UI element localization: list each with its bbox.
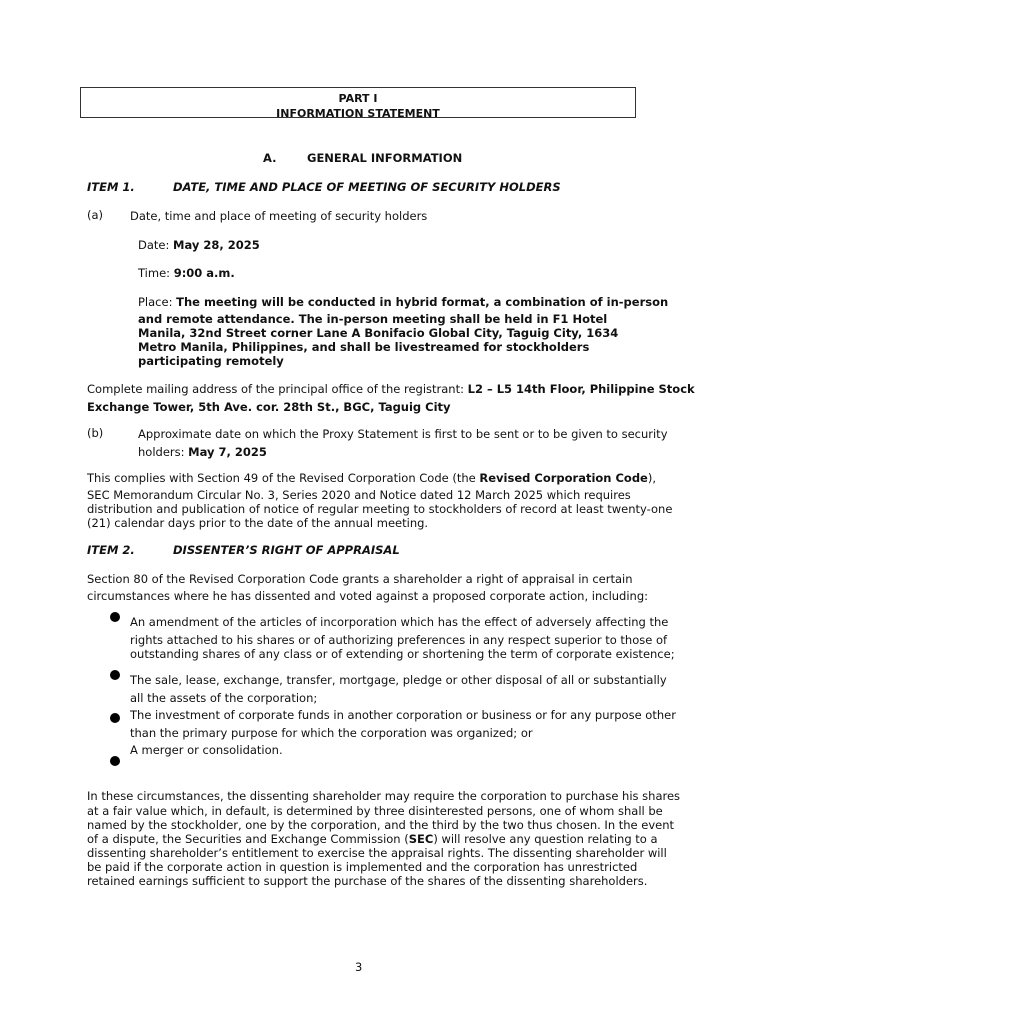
closing-line5: dissenting shareholder’s entitlement to exercise the appraisal rights. The dissenting shareholder will xyxy=(87,846,667,860)
item1-a-text: Date, time and place of meeting of security holders xyxy=(130,209,428,223)
closing-line4 xyxy=(87,833,658,847)
closing-line3: named by the stockholder, one by the corporation, and the third by the two thus chosen. In the event xyxy=(87,818,675,832)
place-value-line3: Manila, 32nd Street corner Lane A Bonifacio Global City, Taguig City, 1634 xyxy=(138,326,619,340)
item2-intro-line2: circumstances where he has dissented and voted against a proposed corporate action, including: xyxy=(87,589,649,603)
item2-label: ITEM 2. xyxy=(87,543,135,557)
comply-line3: distribution and publication of notice of regular meeting to stockholders of record at least twenty-one xyxy=(87,502,673,516)
closing-line1: In these circumstances, the dissenting shareholder may require the corporation to purchase his shares xyxy=(87,789,681,803)
time-value: 9:00 a.m. xyxy=(173,266,235,280)
mailing-address-line1 xyxy=(87,382,695,397)
bullet-icon xyxy=(110,670,120,680)
item2-title: DISSENTER’S RIGHT OF APPRAISAL xyxy=(173,543,400,557)
meeting-date xyxy=(138,238,260,253)
part-subtitle: INFORMATION STATEMENT xyxy=(276,107,440,118)
item1-b-marker: (b) xyxy=(87,426,104,440)
date-value: May 28, 2025 xyxy=(173,238,260,252)
part-title: PART I xyxy=(338,92,378,105)
item2-intro-line1: Section 80 of the Revised Corporation Code grants a shareholder a right of appraisal in certain xyxy=(87,572,633,586)
place-value-line5: participating remotely xyxy=(138,354,284,368)
meeting-place-line1 xyxy=(138,295,668,310)
bullet4-line1: A merger or consolidation. xyxy=(130,743,283,757)
place-label: Place: xyxy=(138,295,177,309)
item1-b-line2 xyxy=(138,445,267,460)
closing-end: ) will resolve any question relating to a xyxy=(433,832,658,846)
item1-a-marker: (a) xyxy=(87,208,104,222)
page-number: 3 xyxy=(355,960,363,974)
bullet1-line3: outstanding shares of any class or of extending or shortening the term of corporate existence; xyxy=(130,647,675,661)
place-value-line2: and remote attendance. The in-person meeting shall be held in F1 Hotel xyxy=(138,312,608,326)
bullet3-line2: than the primary purpose for which the corporation was organized; or xyxy=(130,726,533,740)
closing-line7: retained earnings sufficient to support the purchase of the shares of the dissenting shareholders. xyxy=(87,874,648,888)
place-value-line4: Metro Manila, Philippines, and shall be livestreamed for stockholders xyxy=(138,340,590,354)
bullet2-line2: all the assets of the corporation; xyxy=(130,691,318,705)
bullet1-line2: rights attached to his shares or of authorizing preferences in any respect superior to those of xyxy=(130,633,668,647)
item1-b-line1: Approximate date on which the Proxy Statement is first to be sent or to be given to security xyxy=(138,427,668,441)
mailing-value-1: L2 – L5 14th Floor, Philippine Stock xyxy=(467,382,695,396)
comply-text: This complies with Section 49 of the Revised Corporation Code (the xyxy=(87,471,480,485)
section-title: GENERAL INFORMATION xyxy=(307,151,463,165)
mailing-label: Complete mailing address of the principal office of the registrant: xyxy=(87,382,468,396)
comply-line2: SEC Memorandum Circular No. 3, Series 2020 and Notice dated 12 March 2025 which requires xyxy=(87,488,631,502)
item1-label: ITEM 1. xyxy=(87,180,135,194)
bullet-icon xyxy=(110,713,120,723)
comply-end: ), xyxy=(647,471,657,485)
bullet1-line1: An amendment of the articles of incorporation which has the effect of adversely affecting the xyxy=(130,615,669,629)
closing-bold: SEC xyxy=(408,832,434,846)
comply-line1 xyxy=(87,471,656,486)
section-letter: A. xyxy=(263,151,277,165)
item1-title: DATE, TIME AND PLACE OF MEETING OF SECURITY HOLDERS xyxy=(173,180,561,194)
part-header-box xyxy=(80,87,636,118)
time-label: Time: xyxy=(138,266,174,280)
bullet-icon xyxy=(110,612,120,622)
date-label: Date: xyxy=(138,238,174,252)
mailing-value-2: Exchange Tower, 5th Ave. cor. 28th St., BGC, Taguig City xyxy=(87,400,451,414)
bullet3-line1: The investment of corporate funds in another corporation or business or for any purpose other xyxy=(130,708,676,722)
closing-line2: at a fair value which, in default, is determined by three disinterested persons, one of whom shall be xyxy=(87,804,663,818)
closing-line6: be paid if the corporate action in question is implemented and the corporation has unrestricted xyxy=(87,860,638,874)
place-value-line1: The meeting will be conducted in hybrid format, a combination of in-person xyxy=(176,295,669,309)
comply-line4: (21) calendar days prior to the date of the annual meeting. xyxy=(87,516,429,530)
proxy-date-value: May 7, 2025 xyxy=(188,445,267,459)
meeting-time xyxy=(138,266,235,281)
closing-text: of a dispute, the Securities and Exchange Commission ( xyxy=(87,832,409,846)
proxy-date-label: holders: xyxy=(138,445,189,459)
bullet-icon xyxy=(110,756,120,766)
bullet2-line1: The sale, lease, exchange, transfer, mortgage, pledge or other disposal of all or substantially xyxy=(130,673,667,687)
comply-bold: Revised Corporation Code xyxy=(479,471,648,485)
